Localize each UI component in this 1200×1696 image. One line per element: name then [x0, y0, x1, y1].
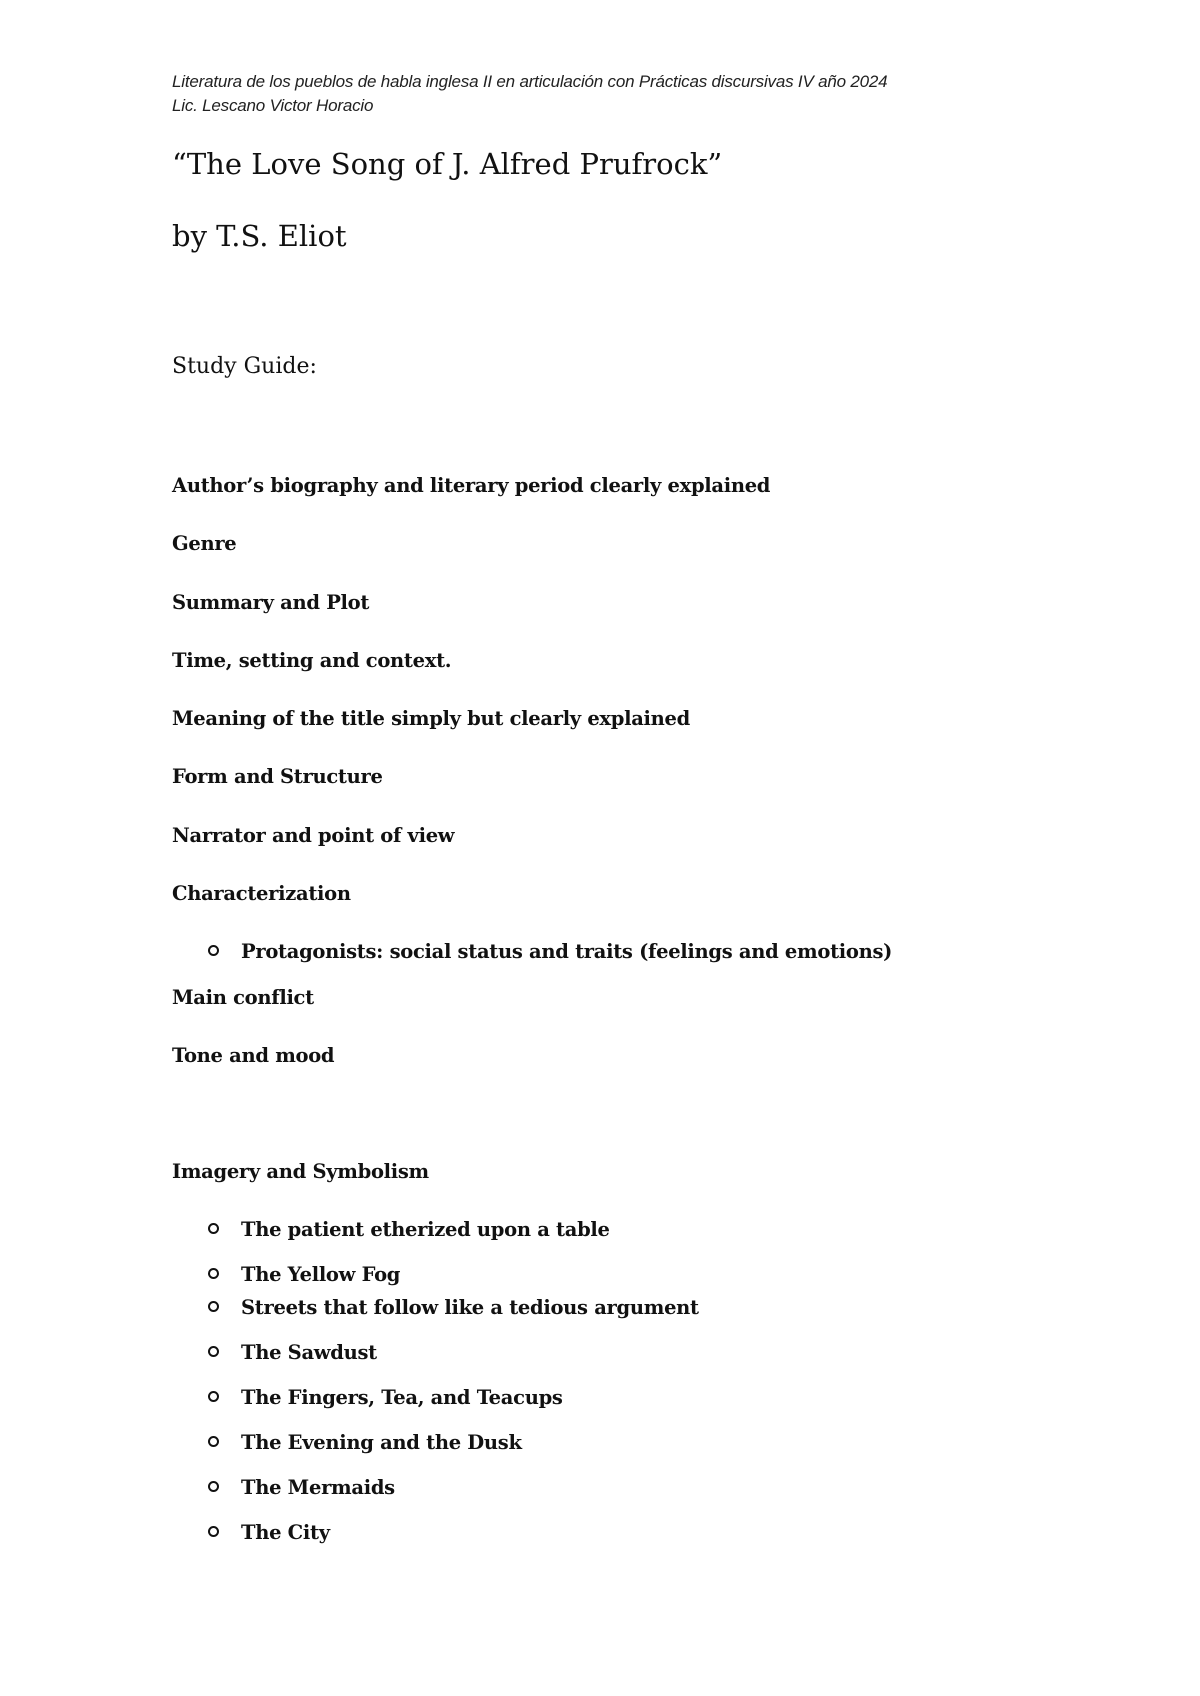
- imagery-item-label: The patient etherized upon a table: [241, 1218, 610, 1241]
- imagery-list-item: [208, 1385, 563, 1411]
- hollow-bullet-icon: [208, 1526, 219, 1537]
- imagery-item-label: The Sawdust: [241, 1341, 377, 1364]
- imagery-item-label: The Evening and the Dusk: [241, 1431, 522, 1454]
- guide-item-narrator: Narrator and point of view: [172, 824, 455, 847]
- imagery-list-item: [208, 1340, 377, 1366]
- guide-item-characterization: Characterization: [172, 882, 351, 905]
- imagery-item-label: The Yellow Fog: [241, 1263, 401, 1286]
- poem-author: by T.S. Eliot: [172, 219, 347, 253]
- imagery-item-label: The Mermaids: [241, 1476, 395, 1499]
- poem-title: “The Love Song of J. Alfred Prufrock”: [172, 147, 723, 181]
- guide-item-main-conflict: Main conflict: [172, 986, 314, 1009]
- guide-item-summary: Summary and Plot: [172, 591, 370, 614]
- imagery-item-label: The City: [241, 1521, 330, 1544]
- protagonists-label: Protagonists: social status and traits (feelings and emotions): [241, 940, 893, 963]
- hollow-bullet-icon: [208, 1268, 219, 1279]
- hollow-bullet-icon: [208, 1436, 219, 1447]
- guide-subitem-protagonists: [208, 939, 892, 965]
- imagery-list-item: [208, 1262, 400, 1288]
- guide-item-tone-mood: Tone and mood: [172, 1044, 335, 1067]
- hollow-bullet-icon: [208, 1223, 219, 1234]
- guide-item-meaning-title: Meaning of the title simply but clearly explained: [172, 707, 690, 730]
- guide-item-genre: Genre: [172, 532, 237, 555]
- imagery-list-item: [208, 1475, 395, 1501]
- guide-item-biography: Author’s biography and literary period clearly explained: [172, 474, 771, 497]
- hollow-bullet-icon: [208, 1481, 219, 1492]
- study-guide-heading: Study Guide:: [172, 354, 317, 379]
- header-instructor-line: Lic. Lescano Victor Horacio: [172, 96, 374, 115]
- imagery-item-label: Streets that follow like a tedious argument: [241, 1296, 699, 1319]
- imagery-item-label: The Fingers, Tea, and Teacups: [241, 1386, 563, 1409]
- guide-item-form-structure: Form and Structure: [172, 765, 383, 788]
- guide-item-time-setting: Time, setting and context.: [172, 649, 452, 672]
- page-header: [172, 70, 887, 118]
- imagery-list-item: [208, 1295, 699, 1321]
- imagery-list-item: [208, 1217, 610, 1243]
- hollow-bullet-icon: [208, 1346, 219, 1357]
- imagery-list-item: [208, 1520, 330, 1546]
- hollow-bullet-icon: [208, 1391, 219, 1402]
- guide-item-imagery: Imagery and Symbolism: [172, 1160, 429, 1183]
- hollow-bullet-icon: [208, 1301, 219, 1312]
- imagery-list-item: [208, 1430, 522, 1456]
- header-course-line: Literatura de los pueblos de habla inglesa II en articulación con Prácticas discursivas IV año 2024: [172, 72, 888, 91]
- hollow-bullet-icon: [208, 945, 219, 956]
